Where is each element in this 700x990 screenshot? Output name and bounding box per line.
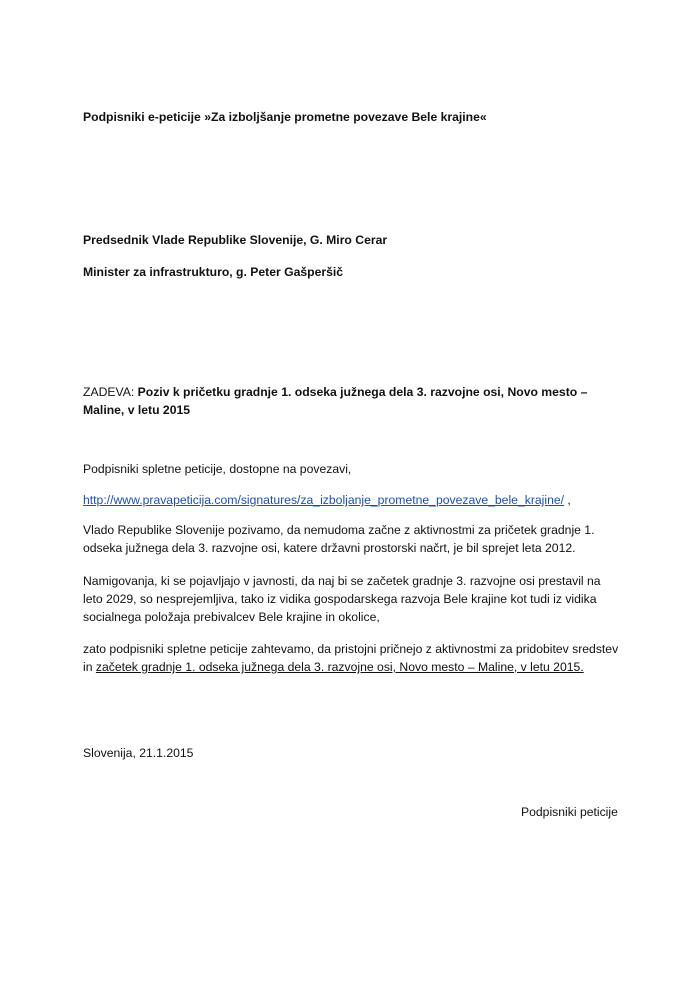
intro-paragraph: Podpisniki spletne peticije, dostopne na povezavi, bbox=[83, 462, 352, 476]
document-heading: Podpisniki e-peticije »Za izboljšanje prometne povezave Bele krajine« bbox=[83, 110, 487, 124]
paragraph-objection: Namigovanja, ki se pojavljajo v javnosti, da naj bi se začetek gradnje 3. razvojne osi prestavil na leto 2029, so nesprejemljiva, tako iz vidika gospodarskega razvoja Bele krajine kot tudi iz vidika socialnega položaja prebivalcev Bele krajine in okolice, bbox=[83, 574, 601, 624]
subject-text: Poziv k pričetku gradnje 1. odseka južnega dela 3. razvojne osi, Novo mesto – Maline, v letu 2015 bbox=[83, 385, 588, 417]
paragraph-call-to-action: Vlado Republike Slovenije pozivamo, da nemudoma začne z aktivnostmi za pričetek gradnje 1. odseka južnega dela 3. razvojne osi, katere državni prostorski načrt, je bil sprejet leta 2012. bbox=[83, 523, 595, 555]
subject-label: ZADEVA: bbox=[83, 385, 138, 399]
paragraph-demand bbox=[83, 640, 623, 676]
date-line: Slovenija, 21.1.2015 bbox=[83, 746, 194, 760]
signoff: Podpisniki peticije bbox=[521, 805, 618, 819]
subject-line bbox=[83, 383, 623, 419]
recipient-prime-minister: Predsednik Vlade Republike Slovenije, G. Miro Cerar bbox=[83, 233, 388, 247]
petition-link-line bbox=[83, 491, 623, 509]
petition-link[interactable]: http://www.pravapeticija.com/signatures/za_izboljanje_prometne_povezave_bele_krajine/ bbox=[83, 493, 565, 507]
demand-underlined-text: začetek gradnje 1. odseka južnega dela 3. razvojne osi, Novo mesto – Maline, v letu 2015. bbox=[95, 660, 584, 674]
recipient-minister: Minister za infrastrukturo, g. Peter Gašperšič bbox=[83, 265, 344, 279]
link-suffix: , bbox=[564, 493, 571, 507]
demand-lead-text: zato podpisniki spletne peticije zahtevamo, da pristojni pričnejo z aktivnostmi za pridobitev sredstev in bbox=[83, 642, 619, 674]
